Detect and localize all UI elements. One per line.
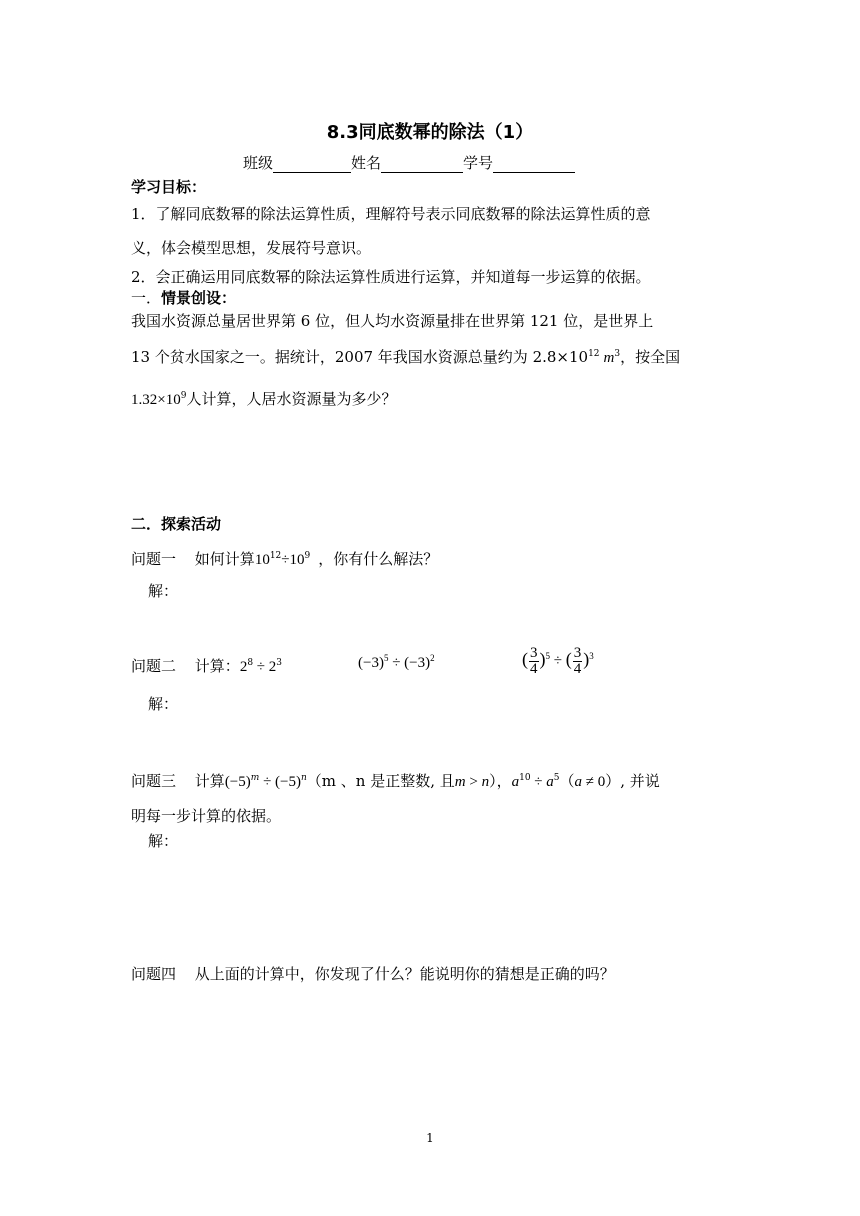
- question-2-answer: 解：: [148, 695, 179, 713]
- question-1-label: 问题一: [131, 550, 177, 568]
- question-3-text: 计算: [194, 772, 225, 790]
- question-1-text: 如何计算: [194, 550, 255, 568]
- question-1-exp-2: 9: [304, 551, 311, 561]
- question-3-exp-m: m: [250, 773, 260, 783]
- section-1-line-2: [131, 346, 680, 367]
- fraction-1-numerator: 3: [530, 645, 538, 661]
- line-3-exponent: 9: [180, 391, 187, 401]
- question-3-ineq-m: m: [454, 774, 466, 790]
- section-1-title: 情景创设：: [161, 289, 237, 307]
- line-2-unit-exponent: 3: [614, 349, 621, 359]
- line-2-tail: ，按全国: [620, 348, 681, 366]
- question-3-a-1-exp: 10: [519, 773, 531, 783]
- question-2-expr-2-exp-b: 2: [430, 653, 435, 663]
- section-1-line-1: 我国水资源总量居世界第 6 位，但人均水资源量排在世界第 121 位，是世界上: [131, 312, 654, 330]
- line-3-base: 1.32×10: [131, 392, 181, 408]
- name-blank: [381, 156, 463, 173]
- question-2-fraction-2: [573, 646, 583, 677]
- question-3-line-2: 明每一步计算的依据。: [131, 807, 282, 825]
- question-1-divisor: ÷10: [281, 552, 305, 568]
- fraction-1-denominator: 4: [530, 661, 538, 677]
- question-3-exp-n: n: [301, 773, 307, 783]
- section-1-prefix: 一．: [131, 289, 162, 307]
- question-2-label: 问题二: [131, 657, 177, 675]
- id-label: 学号: [463, 154, 494, 172]
- section-2-heading: 二．探索活动: [131, 515, 222, 533]
- question-3-condition: （m 、n 是正整数, 且: [306, 772, 455, 790]
- goal-item-1-line-2: 义，体会模型思想，发展符号意识。: [131, 239, 372, 257]
- page-number: 1: [426, 1131, 434, 1145]
- question-3-label: 问题三: [131, 772, 177, 790]
- question-3-expr-divisor: ÷ (−5): [259, 774, 301, 790]
- question-3-answer: 解：: [148, 832, 179, 850]
- question-4-text: 从上面的计算中，你发现了什么？能说明你的猜想是正确的吗？: [194, 965, 615, 983]
- question-2-expr-1-exp-a: 8: [247, 658, 254, 668]
- id-blank: [493, 156, 575, 173]
- section-1-heading: [131, 287, 236, 308]
- question-1-answer: 解：: [148, 582, 179, 600]
- question-2-fraction-1: [529, 646, 539, 677]
- goal-item-2: 2．会正确运用同底数幂的除法运算性质进行运算，并知道每一步运算的依据。: [131, 268, 651, 286]
- name-label: 姓名: [351, 154, 382, 172]
- question-2-expr-3-exp-b: 3: [589, 650, 594, 661]
- question-1: [131, 548, 438, 569]
- page-title: 8.3同底数幂的除法（1）: [326, 122, 534, 143]
- question-3-a-2: a: [546, 774, 554, 790]
- question-2: [131, 655, 282, 676]
- question-2-expr-1-divisor: ÷ 2: [253, 659, 277, 675]
- section-1-line-3: [131, 388, 396, 409]
- question-1-exp-1: 12: [269, 551, 282, 561]
- goals-heading: 学习目标：: [131, 178, 207, 196]
- class-blank: [273, 156, 351, 173]
- question-3-a-2-exp: 5: [553, 773, 560, 783]
- question-4: [131, 963, 615, 984]
- line-2-exponent: 12: [588, 349, 600, 359]
- goal-item-1-line-1: 1．了解同底数幂的除法运算性质，理解符号表示同底数幂的除法运算性质的意: [131, 205, 651, 223]
- question-3-neq: ≠ 0: [582, 774, 606, 790]
- question-3-ineq-op: >: [465, 774, 482, 790]
- question-2-expr-2: [358, 655, 435, 672]
- fraction-2-denominator: 4: [573, 661, 582, 677]
- header-fields: [243, 152, 575, 173]
- line-2-unit: m: [603, 350, 615, 366]
- question-2-expr-2-base: (−3): [358, 655, 384, 671]
- question-3-paren-open: （: [559, 772, 575, 790]
- fraction-2-numerator: 3: [573, 645, 582, 661]
- question-3-neq-a: a: [574, 774, 583, 790]
- line-3-tail: 人计算，人居水资源量为多少？: [186, 390, 397, 408]
- question-2-expr-2-exp-a: 5: [383, 653, 389, 663]
- question-3-ineq-n: n: [481, 774, 490, 790]
- question-3-a-1: a: [511, 774, 520, 790]
- question-2-expr-1-base: 2: [239, 659, 248, 675]
- question-2-expr-2-divisor: ÷ (−3): [388, 655, 431, 671]
- question-3-divide: ÷: [530, 774, 547, 790]
- question-2-text: 计算：: [194, 657, 240, 675]
- question-3-condition-close: ），: [489, 772, 512, 790]
- question-3-line-1: [131, 770, 660, 791]
- question-3-paren-close: ）, 并说: [605, 772, 660, 790]
- question-2-expr-1-exp-b: 3: [276, 658, 283, 668]
- question-2-expr-3-divide: ÷: [550, 652, 566, 669]
- question-4-label: 问题四: [131, 965, 177, 983]
- line-2-text: 13 个贫水国家之一。据统计，2007 年我国水资源总量约为 2.8×10: [131, 348, 589, 366]
- question-2-expr-3: ( $\frac{3}{4}$ )$^5$ ÷ ( $\frac{3}{4}$ )$^3$: [522, 645, 594, 677]
- question-1-base: 10: [254, 552, 270, 568]
- question-2-expr-3-exp-a: 5: [545, 650, 550, 661]
- question-3-expr-base: (−5): [224, 774, 251, 790]
- class-label: 班级: [243, 154, 274, 172]
- question-1-tail: ，你有什么解法？: [318, 550, 439, 568]
